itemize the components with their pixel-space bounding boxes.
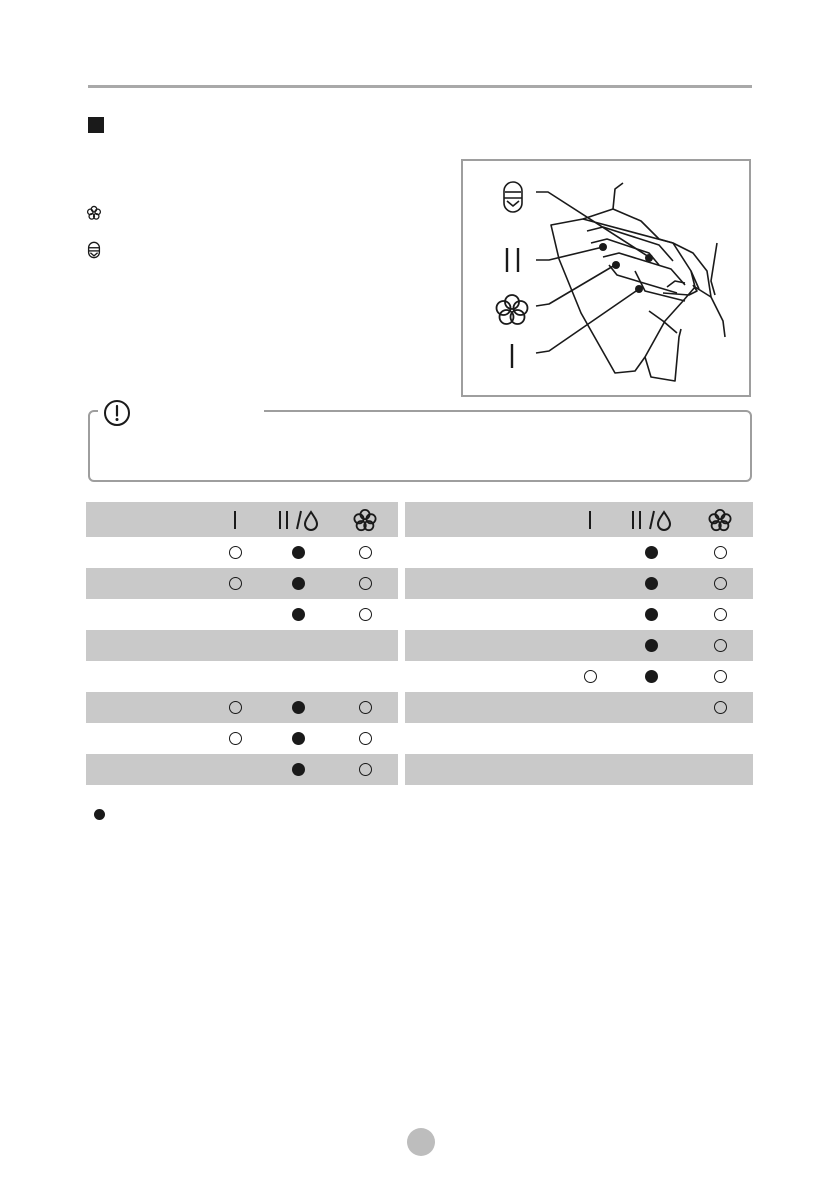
table-row (86, 692, 398, 723)
compartment-markers (599, 243, 653, 293)
table-row (405, 599, 753, 630)
softener-callout-icon (497, 295, 528, 324)
table-row (86, 537, 398, 568)
filled-dot-icon (645, 639, 658, 652)
section-marker (88, 117, 104, 133)
page-number-badge (407, 1128, 435, 1156)
empty-dot-icon (359, 608, 372, 621)
prewash-detergent-icon (586, 510, 594, 530)
table-header-row (405, 502, 753, 537)
table-row (405, 754, 753, 785)
empty-dot-icon (229, 732, 242, 745)
note-box (88, 410, 752, 482)
dispenser-drawer-illustration (463, 161, 749, 395)
empty-dot-icon (229, 701, 242, 714)
table-row (86, 754, 398, 785)
table-header-row (86, 502, 398, 537)
softener-icon (352, 508, 378, 532)
table-row (86, 723, 398, 754)
column-header (340, 502, 390, 537)
empty-dot-icon (714, 670, 727, 683)
main-wash-callout-icon (507, 248, 518, 272)
empty-dot-icon (584, 670, 597, 683)
empty-dot-icon (229, 577, 242, 590)
filled-dot-icon (645, 546, 658, 559)
empty-dot-icon (359, 763, 372, 776)
table-row (86, 599, 398, 630)
filled-dot-icon (292, 763, 305, 776)
table-row (405, 568, 753, 599)
table-row (405, 692, 753, 723)
bleach-icon (86, 241, 102, 259)
empty-dot-icon (359, 732, 372, 745)
filled-dot-icon (292, 732, 305, 745)
softener-icon (707, 508, 733, 532)
table-row (405, 630, 753, 661)
filled-dot-icon (645, 577, 658, 590)
caution-icon (102, 398, 132, 428)
empty-dot-icon (714, 701, 727, 714)
filled-dot-icon (292, 608, 305, 621)
table-row (86, 661, 398, 692)
table-row (405, 661, 753, 692)
detergent-table-right (405, 502, 753, 785)
main-wash-liquid-detergent-icon (277, 509, 319, 531)
detergent-table-left (86, 502, 398, 785)
table-row (405, 723, 753, 754)
column-header (273, 502, 323, 537)
column-header (626, 502, 676, 537)
column-header (565, 502, 615, 537)
table-row (405, 537, 753, 568)
empty-dot-icon (359, 546, 372, 559)
filled-dot-icon (292, 577, 305, 590)
column-header (695, 502, 745, 537)
empty-dot-icon (714, 608, 727, 621)
table-row (86, 630, 398, 661)
empty-dot-icon (229, 546, 242, 559)
top-rule (88, 85, 752, 88)
filled-dot-icon (292, 701, 305, 714)
empty-dot-icon (359, 701, 372, 714)
filled-dot-icon (292, 546, 305, 559)
empty-dot-icon (714, 546, 727, 559)
filled-dot-icon (645, 608, 658, 621)
bleach-callout-icon (504, 182, 522, 212)
empty-dot-icon (714, 577, 727, 590)
column-header (210, 502, 260, 537)
empty-dot-icon (714, 639, 727, 652)
table-row (86, 568, 398, 599)
empty-dot-icon (359, 577, 372, 590)
prewash-detergent-icon (231, 510, 239, 530)
main-wash-liquid-detergent-icon (630, 509, 672, 531)
softener-icon (86, 204, 102, 222)
full-dot-legend-icon (94, 809, 105, 820)
filled-dot-icon (645, 670, 658, 683)
